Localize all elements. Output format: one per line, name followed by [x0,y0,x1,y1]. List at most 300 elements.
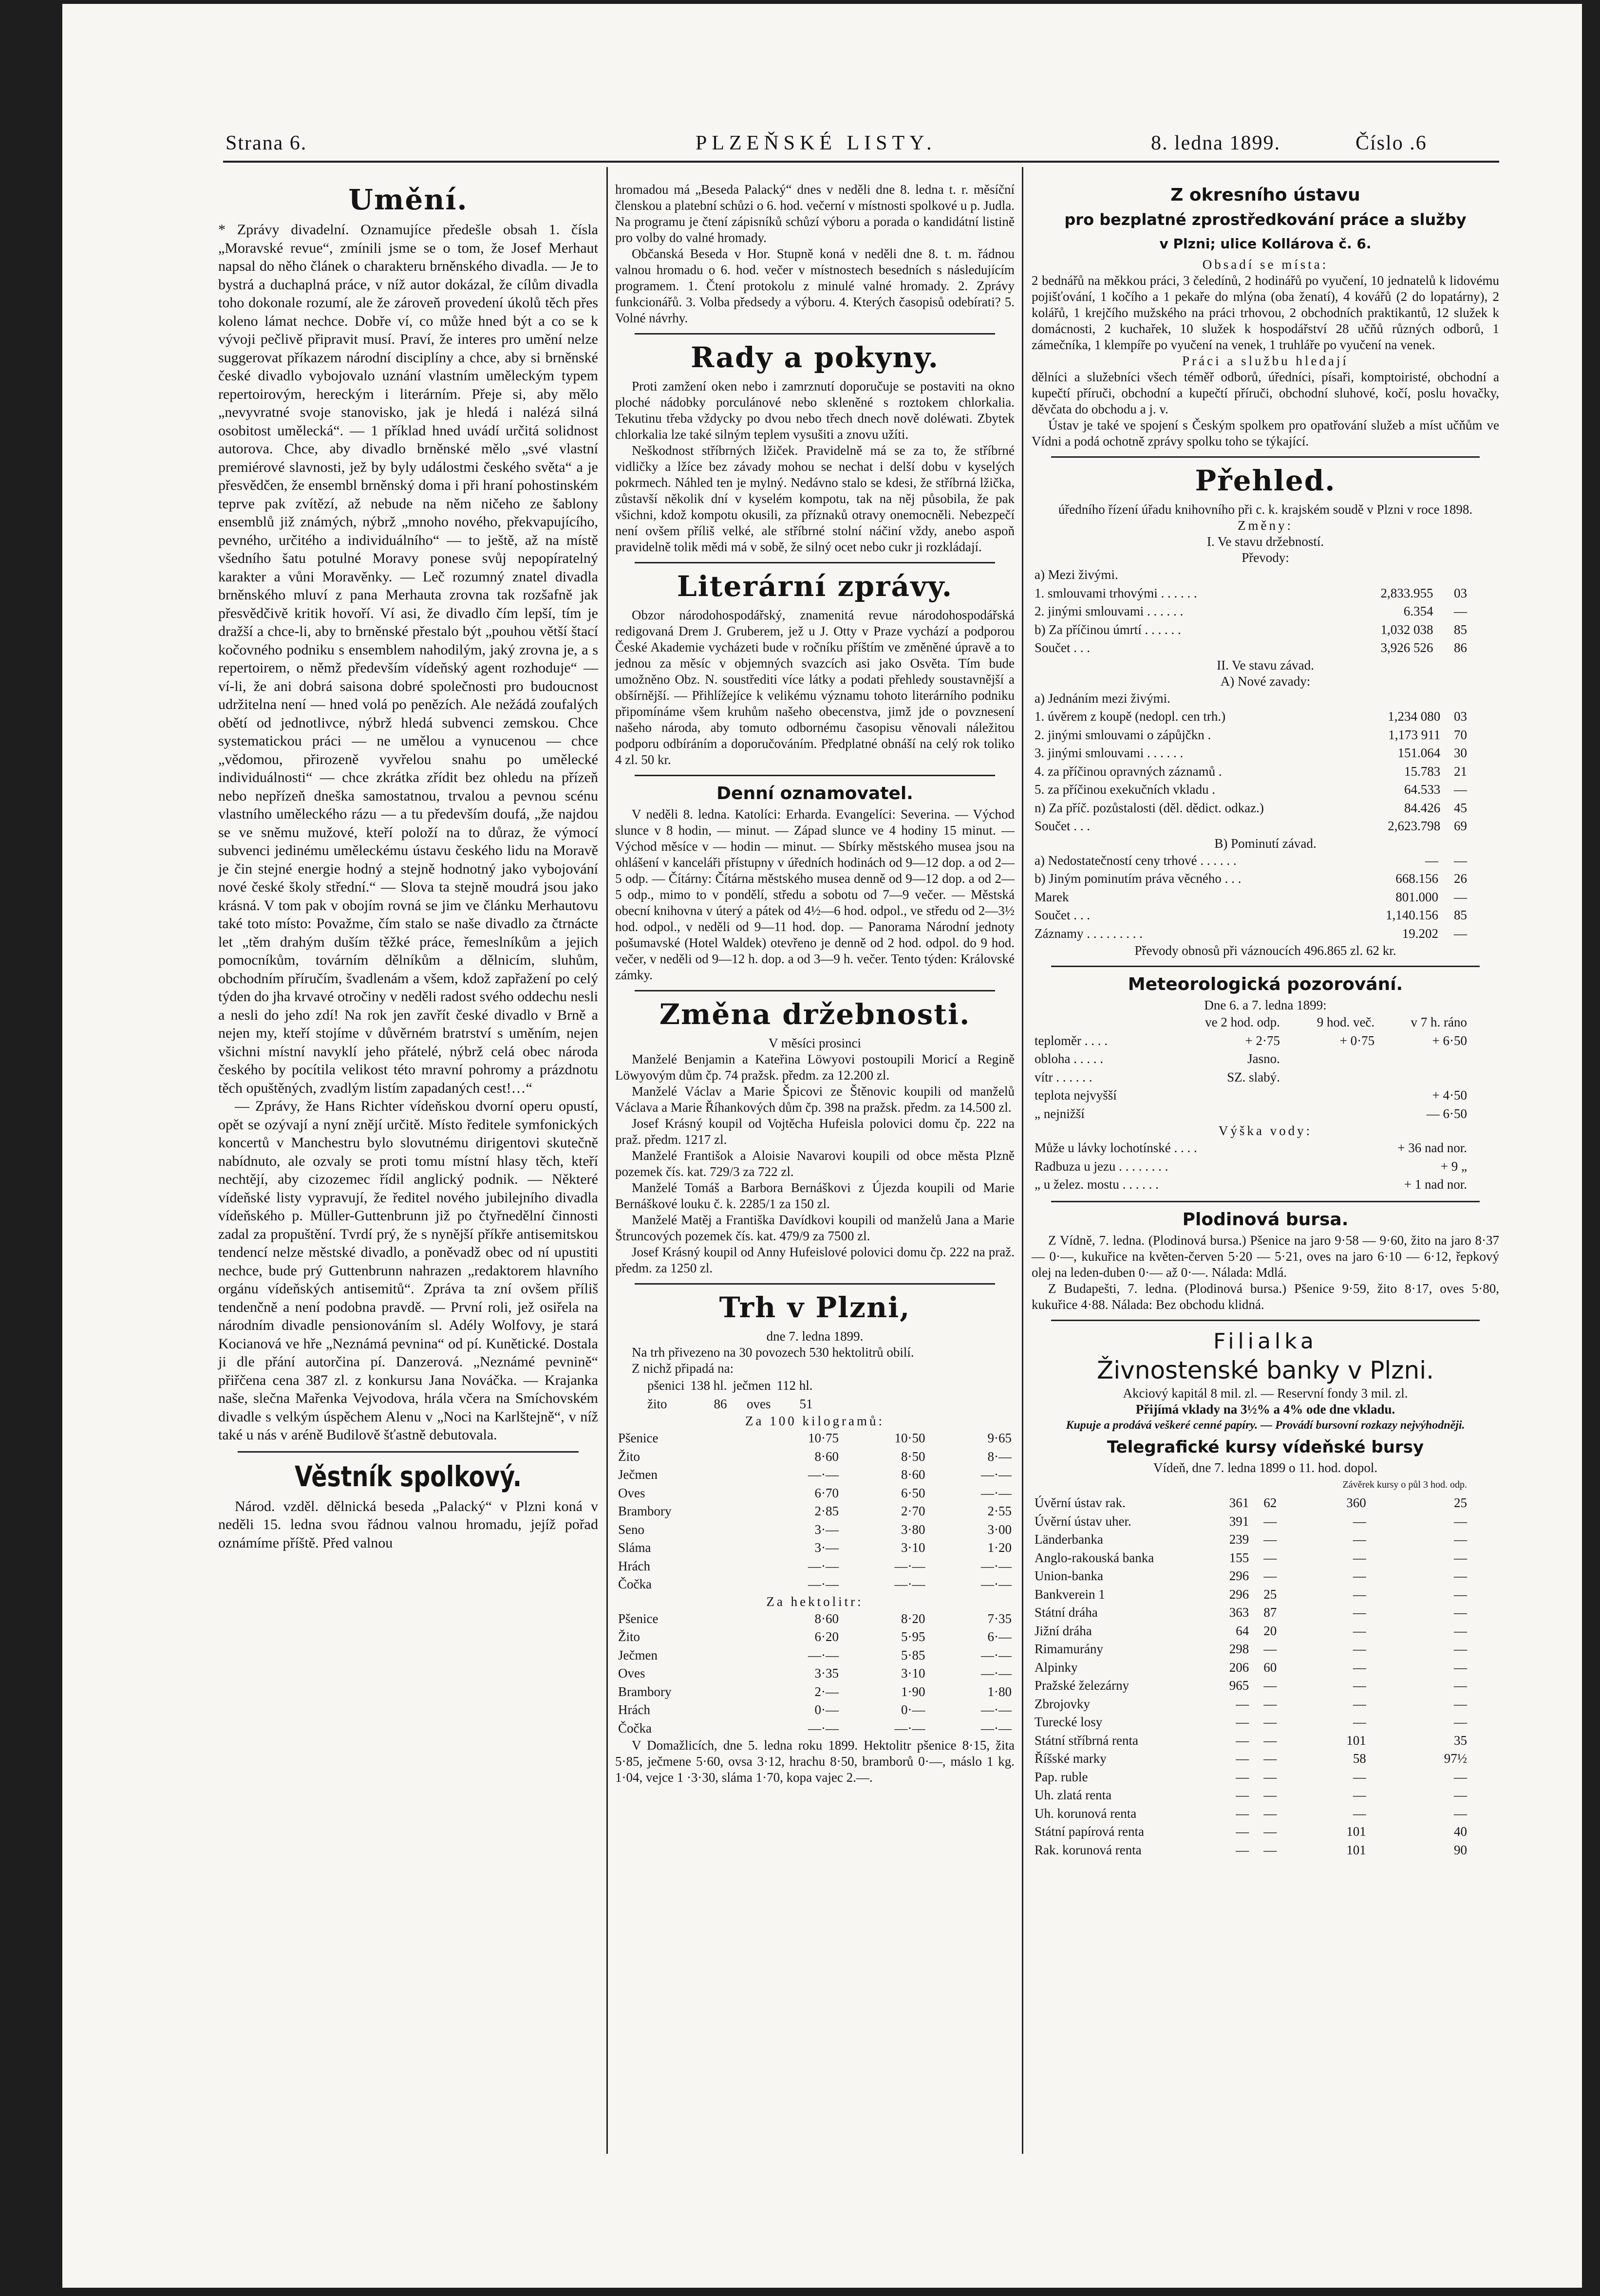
table-cell: 1·90 [901,1684,925,1699]
table-row [644,1377,815,1395]
table-cell: Uh. zlatá renta [1035,1788,1112,1802]
table-row [615,1539,1015,1557]
table-cell: Seno [618,1522,644,1537]
table-cell: 363 [1229,1605,1249,1620]
kursy-table [1032,1476,1470,1860]
table-cell: — 6·50 [1426,1106,1467,1121]
table-cell: — [1263,1513,1277,1529]
article-paragraph: Z Budapešti, 7. ledna. (Plodinová bursa.) Pšenice 9·59, žito 8·17, oves 5·80, kukuřice 4·88. Nálada: Bez obchodu klidná. [1032,1281,1499,1312]
table-cell: 801.000 [1395,889,1439,904]
section-subheading: I. Ve stavu držebností. [1206,534,1324,549]
table-cell: „ u želez. mostu . . . . . . [1035,1177,1159,1192]
list-item: Manželé Václav a Marie Špicovi ze Štěnovic koupili od manželů Václava a Marie Říhankových dům čp. 398 na pražsk. předm. za 14.500 zl. [615,1084,1015,1115]
table-cell: Uh. korunová renta [1035,1806,1137,1821]
table-cell: 8·60 [814,1449,839,1464]
table-cell [1332,566,1436,584]
table-cell [1361,690,1443,708]
table-cell: + 4·50 [1432,1088,1467,1102]
list-item: Josef Krásný koupil od Vojtěcha Hufeisla polovici domu čp. 222 na praž. předm. 1217 zl. [615,1116,1015,1147]
table-cell: —·— [894,1558,925,1573]
table-cell: — [1263,1769,1277,1784]
table-cell: — [1236,1788,1249,1802]
table-cell: Čočka [618,1720,652,1736]
table-cell: 2·70 [901,1504,925,1518]
table-caption: Za 100 kilogramů: [745,1414,885,1428]
table-cell: — [1263,1678,1277,1693]
kursy-col-header: Závěrek kursy o půl 3 hod. odp. [1342,1479,1467,1490]
table-cell: — [1454,1715,1467,1729]
table-cell: Marek [1035,889,1069,904]
article-paragraph: V neděli 8. ledna. Katolíci: Erharda. Evangelíci: Severina. — Východ slunce v 8 hodin, — minut. — Západ slunce ve 4 hodiny 15 minut. — Východ měsíce v — hodin — minut. — Sbírky městského musea jsou na ohlášení v kanceláři přístupny v úředních hodinách od 9—12 dop. a od 2—5 odp. — Čítárny: Čítárna městského musea denně od 9—12 dop. a od 2—5 odp., mimo to v pondělí, středu a sobotu od 7—9 večer. — Městská obecní knihovna v úterý a pátek od 4½—6 hod. odpol., ve středu od 2—3½ hod. odpol., v neděli od 9—11 hod. dop. — Panorama Národní jednoty pošumavské (Hotel Waldek) otevřeno je denně od 2 hod. odpol. do 9 hod. večer, v neděli od 9—12 h. dop. a od 3—9 h. večer. Tento týden: Královské zámky. [615,807,1015,982]
table-cell [1436,566,1470,584]
trh-kg-table [615,1429,1015,1594]
table-cell: + 2·75 [1245,1033,1280,1048]
table-cell [1283,1105,1377,1123]
table-cell: 239 [1229,1532,1249,1547]
table-cell: Oves [618,1666,645,1680]
table-cell: Rak. korunová renta [1035,1842,1142,1857]
table-cell: —·— [808,1467,839,1482]
separator [635,333,995,335]
table-row [1032,1768,1470,1787]
table-cell: 6·70 [814,1485,839,1500]
table-row [1032,1622,1470,1641]
table-cell: — [1454,1769,1467,1784]
table-cell: 8·60 [901,1467,925,1482]
table-cell: Záznamy . . . . . . . . . [1035,926,1143,941]
table-row [1032,1176,1470,1194]
table-row [615,1683,1015,1701]
table-cell: 3·— [814,1522,839,1537]
table-cell: 2·85 [814,1504,839,1518]
table-cell: — [1263,1751,1277,1766]
meteo-table [1032,1013,1470,1123]
table-row [1032,1841,1470,1860]
separator [635,1283,995,1285]
table-cell: — [1236,1806,1249,1821]
table-cell: + 1 nad nor. [1404,1177,1467,1192]
article-paragraph: 2 bednářů na měkkou práci, 3 čeledínů, 2 hodinářů po vyučení, 10 jednatelů k lidovému pojišťování, 1 kočího a 1 pekaře do mlýna (oba ženatí), 4 kovářů (2 do lopatárny), 2 kolářů, 1 krejčího mužského na práci trhovou, 2 obchodních praktikantů, 12 služek k domácnosti, 2 kuchařek, 10 služek k hospodářství 28 učňů různých odborů, 1 zámečníka, 1 klempíře po vyučení na venek, 1 truhláře po vyučení na venek. [1032,273,1499,352]
table-row [1032,1677,1470,1695]
section-subheading: dne 7. ledna 1899. [766,1329,864,1344]
section-subheading: Práci a službu hledají [1182,354,1349,368]
table-cell: — [1353,1605,1366,1620]
table-row [1032,602,1470,621]
table-cell: — [1353,1623,1366,1638]
table-cell: 3·80 [901,1522,925,1537]
table-cell: — [1454,1550,1467,1565]
newspaper-page [62,4,1582,2288]
table-cell: b) Za příčinou úmrtí . . . . . . [1035,622,1181,637]
table-cell: 296 [1229,1587,1249,1602]
article-paragraph: hromadou má „Beseda Palacký“ dnes v neděli dne 8. ledna t. r. měsíční členskou a platební schůzi o 6. hod. večerní v místnosti spolkové u p. Judla. Na programu je čtení zápisníků schůzí výboru a porada o kandidátní listině pro volby do valné hromady. [615,182,1015,245]
table-cell: Pšenice [618,1611,659,1626]
table-row [1032,852,1470,870]
table-cell: 0·— [814,1702,839,1717]
table-cell: — [1454,1788,1467,1802]
table-cell: Jasno. [1247,1051,1280,1066]
water-table [1032,1139,1470,1194]
section-heading-kursy: Telegrafické kursy vídeňské bursy [1107,1437,1424,1457]
table-row [1032,1157,1470,1176]
table-row [1032,888,1470,907]
table-cell: — [1263,1532,1277,1547]
table-cell: — [1353,1550,1366,1565]
table-cell: 3·00 [987,1522,1012,1537]
table-cell: 8·— [987,1449,1012,1464]
trh-counts-table [644,1377,815,1413]
table-cell: — [1454,889,1467,904]
table-cell: 1,234 080 [1388,709,1441,724]
table-cell: — [1454,1678,1467,1693]
table-cell: Žito [618,1449,640,1464]
table-cell: — [1263,1824,1277,1839]
table-cell: 10·50 [894,1431,925,1445]
table-cell: 2·55 [987,1504,1012,1518]
table-cell: Státní stříbrná renta [1035,1733,1138,1748]
table-cell: obloha . . . . . [1035,1051,1103,1066]
table-cell: 3. jinými smlouvami . . . . . . [1035,746,1184,760]
table-cell: 40 [1454,1824,1467,1839]
table-cell: 10·75 [808,1431,839,1445]
issue-number: Číslo .6 [1355,132,1427,154]
page-number: Strana 6. [226,132,307,154]
table-cell: — [1236,1769,1249,1784]
table-cell: — [1353,1769,1366,1784]
table-cell: 26 [1454,871,1467,886]
table-cell [1443,690,1470,708]
table-row [1032,781,1470,799]
table-cell: — [1263,1568,1277,1583]
table-cell: —·— [981,1647,1012,1662]
table-cell: 2,833.955 [1380,585,1433,600]
table-row [1032,1050,1470,1068]
table-row [1032,799,1470,818]
table-cell: 6·— [987,1629,1012,1644]
table-row [615,1719,1015,1738]
table-cell: Hrách [618,1558,650,1573]
table-cell: Součet . . . [1035,908,1090,922]
table-cell: 90 [1454,1842,1467,1857]
table-cell: 8·20 [901,1611,925,1626]
trh-hl-table [615,1610,1015,1738]
table-cell: 360 [1346,1495,1366,1510]
table-row [1032,621,1470,639]
table-cell: — [1454,1513,1467,1529]
table-caption: Za hektolitr: [766,1594,864,1609]
table-cell: — [1236,1696,1249,1711]
table-cell: — [1454,1642,1467,1656]
table-cell: 155 [1229,1550,1249,1565]
table-cell: Anglo-rakouská banka [1035,1550,1154,1565]
table-cell: 97½ [1444,1751,1467,1766]
masthead-title: PLZEŇSKÉ LISTY. [696,132,937,154]
table-cell: —·— [981,1577,1012,1591]
table-cell: —·— [981,1666,1012,1680]
table-cell: 668.156 [1395,871,1439,886]
table-cell: 1·20 [987,1540,1012,1555]
list-item: Manželé Tomáš a Barbora Bernáškovi z Újezda koupili od Marie Bernáškové louku č. k. 2285/1 za 150 zl. [615,1180,1015,1211]
table-cell: 84.426 [1404,800,1441,815]
table-cell: oves [746,1396,771,1411]
table-cell: 101 [1346,1733,1366,1748]
section-heading-literarni: Literární zprávy. [677,570,953,603]
section-heading-ustav: Z okresního ústavu [1170,185,1360,205]
table-row [615,1521,1015,1539]
article-paragraph: Na trh přivezeno na 30 povozech 530 hektolitrů obilí. [632,1345,914,1360]
section-subheading: A) Nové zavady: [1220,673,1311,689]
table-cell: Státní dráha [1035,1605,1098,1620]
table-cell: 15.783 [1404,764,1441,779]
table-cell: a) Mezi živými. [1035,567,1118,582]
table-row [1032,690,1470,708]
table-cell: 2,623.798 [1388,819,1441,833]
table-cell: —·— [808,1558,839,1573]
table-cell [1163,1105,1283,1123]
table-row [1032,1549,1470,1568]
section-subheading: Změny: [1238,518,1293,533]
column-3 [1032,182,1499,1859]
bank-deposits: Přijímá vklady na 3½% a 4% ode dne vkladu. [1135,1401,1395,1417]
table-cell: 25 [1263,1587,1277,1602]
table-cell: 2. jinými smlouvami o zápůjčkn . [1035,727,1211,742]
table-cell: 5·85 [901,1647,925,1662]
table-row [615,1429,1015,1448]
table-cell: n) Za příč. pozůstalosti (děl. dědict. odkaz.) [1035,800,1264,815]
table-cell: —·— [894,1720,925,1736]
table-row [615,1484,1015,1503]
table-cell: — [1263,1842,1277,1857]
table-row [615,1701,1015,1719]
table-cell: 3·10 [901,1666,925,1680]
prehled-table-3 [1032,852,1470,943]
meteo-col-header: 9 hod. več. [1317,1015,1375,1029]
table-cell: —·— [808,1720,839,1736]
table-cell: ječmen [733,1378,771,1393]
table-cell: 6.354 [1403,604,1433,618]
table-cell: Ječmen [618,1467,658,1482]
table-cell: — [1353,1568,1366,1583]
table-cell: 1. smlouvami trhovými . . . . . . [1035,585,1197,600]
separator [635,562,995,563]
table-cell: SZ. slabý. [1227,1069,1280,1084]
section-subheading: Obsadí se místa: [1202,257,1329,272]
table-row [1032,1786,1470,1805]
section-subheading: II. Ve stavu závad. [1217,657,1314,672]
table-cell: 965 [1229,1678,1249,1693]
table-cell: Union-banka [1035,1568,1103,1583]
table-cell: 1,140.156 [1386,908,1439,922]
table-cell: — [1353,1696,1366,1711]
table-row [1032,1805,1470,1823]
table-row [615,1664,1015,1683]
section-subheading: pro bezplatné zprostředkování práce a služby [1064,210,1467,229]
table-cell: žito [647,1396,667,1411]
table-cell: 391 [1229,1513,1249,1529]
table-row [1032,1531,1470,1549]
table-cell: Alpinky [1035,1660,1078,1675]
separator [1051,456,1480,458]
table-row [1032,1086,1470,1105]
table-cell: teploměr . . . . [1035,1033,1108,1048]
section-subheading: Vídeň, dne 7. ledna 1899 o 11. hod. dopol. [1153,1460,1378,1475]
table-row [1032,1713,1470,1732]
table-cell: — [1454,782,1467,797]
table-row [1032,1640,1470,1659]
table-cell: Länderbanka [1035,1532,1103,1547]
table-cell: 19.202 [1402,926,1439,941]
table-cell: — [1454,1605,1467,1620]
table-cell: — [1263,1733,1277,1748]
article-paragraph: Neškodnost stříbrných lžiček. Pravidelně má se za to, že stříbrné vidličky a lžíce bez závady mohou se nechat i delší dobu v kyselých pokrmech. Náhled ten je mylný. Nedávno stalo se kdesi, že stříbrná lžička, zůstavší několik dní v kyselém kompotu, tak na něj působila, že pak všichni, kdož kompotu okusili, za příznaků otravy onemocněli. Nebezpečí není ovšem příliš velké, ale stříbrné stolní náčiní vždy, anebo aspoň pravidelně tolik mědi má v sobě, že silný ocet nebo cukr ji rozkládají. [615,443,1015,554]
table-cell: Radbuza u jezu . . . . . . . . [1035,1158,1168,1174]
table-cell: 86 [1454,640,1467,655]
table-cell: 101 [1346,1824,1366,1839]
article-paragraph: Z nichž připadá na: [632,1361,734,1376]
section-subheading: B) Pominutí závad. [1214,836,1317,851]
table-cell: —·— [808,1647,839,1662]
table-cell: 3·10 [901,1540,925,1555]
table-cell: 25 [1454,1495,1467,1510]
table-cell: —·— [981,1702,1012,1717]
table-cell: 8·50 [901,1449,925,1464]
table-cell: Brambory [618,1684,672,1699]
article-paragraph: dělníci a služebníci všech téměř odborů, úředníci, písaři, komptoiristé, obchodní a kupečtí příruči, obchodní a kupečtí příruči, obchodní sluhové, kočí, poslu hovačky, děvčata do obchodu a j. v. [1032,370,1499,416]
table-cell: Součet . . . [1035,640,1090,655]
table-row [1032,744,1470,763]
table-cell: Žito [618,1629,640,1644]
table-row [644,1395,815,1414]
section-heading-zmena: Změna držebnosti. [659,998,971,1031]
table-cell: 3,926 526 [1380,640,1433,655]
table-cell: 1. úvěrem z koupě (nedopl. cen trh.) [1035,709,1226,724]
table-cell: 60 [1263,1660,1277,1675]
list-item: Manželé Benjamin a Kateřina Löwyovi postoupili Moricí a Regině Löwyovým dům čp. 74 pražsk. předm. za 12.200 zl. [615,1052,1015,1083]
table-row [1032,870,1470,888]
section-heading-denni: Denní oznamovatel. [716,784,913,803]
table-cell: — [1454,926,1467,941]
table-row [1032,1512,1470,1531]
table-cell: Hrách [618,1702,650,1717]
table-cell [1283,1068,1377,1087]
table-row [1032,1604,1470,1622]
table-cell: 62 [1263,1495,1277,1510]
table-cell: 35 [1454,1733,1467,1748]
bank-filialka: Filialka [1213,1328,1318,1354]
table-cell: 2. jinými smlouvami . . . . . . [1035,604,1184,618]
table-cell: — [1454,1696,1467,1711]
table-cell: —·— [894,1577,925,1591]
table-cell: — [1263,1550,1277,1565]
list-item: Manželé Františok a Aloisie Navarovi koupili od obce města Plzně pozemek čís. kat. 729/3 za 722 zl. [615,1148,1015,1179]
separator [238,1451,579,1453]
table-cell: 6·50 [901,1485,925,1500]
table-cell: — [1454,853,1467,868]
bank-trading: Kupuje a prodává veškeré cenné papíry. — Provádí bursovní rozkazy nejvýhodněji. [1066,1419,1465,1432]
table-row [1032,566,1470,584]
table-cell: — [1353,1715,1366,1729]
table-cell: + 9 „ [1440,1158,1467,1174]
table-row [1032,726,1470,745]
section-subheading: Převody: [1242,550,1289,565]
article-paragraph: Národ. vzděl. dělnická beseda „Palacký“ v Plzni koná v neděli 15. ledna svou řádnou valnou hromadu, jejíž pořad oznámíme příště. Před valnou [218,1498,598,1551]
table-cell: 7·35 [987,1611,1012,1626]
table-cell: Úvěrní ústav rak. [1035,1495,1126,1510]
table-row [1032,1494,1470,1512]
table-cell: Pap. ruble [1035,1769,1088,1784]
table-cell: — [1263,1715,1277,1729]
table-cell: pšenici [647,1378,685,1393]
table-cell: Brambory [618,1504,672,1518]
table-cell: 138 hl. [690,1378,727,1393]
table-row [1032,1586,1470,1604]
article-paragraph: — Zprávy, že Hans Richter vídeňskou dvorní operu opustí, opět se ozývají a nyní znějí určitě. Místo ředitele symfonických koncertů v Manchestru bylo slovutnému dirigentovi skutečně nabídnuto, ale ozvaly se proti tomu místní hlasy těch, kteří nechtějí, aby cizozemec řídil anglický podnik. — Některé vídeňské listy vypravují, že ředitel nového jubilejního divadla vídeňského p. Müller-Guttenbrunn již po čtyřnedělní činnosti zadal za propuštění. Tvrdí prý, že s nynější příkře antisemitskou tendencí nelze městské divadlo, a poněvadž obec od ní upustiti nechce, bude prý Guttenbrunn nahrazen „redaktorem hlavního orgánu vídeňských antisemitů“. Zpráva ta zní ovšem příliš tendenčně a není podobna pravdě. — První roli, jež osiřela na národním divadle pensionováním sl. Adély Wolfovy, je stará Kocianová ve hře „Neznámá pevnina“ od pí. Kunětické. Dostala ji dle přání autorčina pí. Danzerová. „Neznámé pevnině“ přiřčena cena 387 zl. z konkursu Jana Nováčka. — Krajanka naše, slečna Mařenka Vejvodova, hrála včera na Smíchovském divadle s velkým úspěchem Alenu v „Noci na Karlštejně“, v níž také u nás v aréně Budilově šťastně debutovala. [218,1098,598,1443]
table-cell: Ječmen [618,1647,658,1662]
section-heading-umeni: Umění. [348,183,468,216]
table-cell: —·— [981,1720,1012,1736]
section-heading-vestnik: Věstník spolkový. [295,1459,522,1493]
section-heading-trh: Trh v Plzni, [719,1291,911,1324]
table-cell: „ nejnižší [1035,1106,1085,1121]
table-cell: 3·35 [814,1666,839,1680]
table-cell: 361 [1229,1495,1249,1510]
table-cell: 85 [1454,622,1467,637]
table-cell: + 0·75 [1339,1033,1375,1048]
section-subheading: v Plzni; ulice Kollárova č. 6. [1159,236,1372,252]
separator [635,775,995,776]
section-subheading: úředního řízení úřadu knihovního při c. k. krajském soudě v Plzni v roce 1898. [1058,502,1473,517]
table-row [615,1557,1015,1576]
table-cell: 101 [1346,1842,1366,1857]
table-cell [1377,1050,1470,1068]
table-cell: —·— [981,1467,1012,1482]
table-cell: 85 [1454,908,1467,922]
column-2 [615,182,1015,1786]
table-cell: Rimamurány [1035,1642,1103,1656]
table-row [1032,584,1470,603]
table-row [1032,708,1470,726]
table-row [1032,1567,1470,1586]
table-cell: — [1353,1788,1366,1802]
table-cell: — [1353,1532,1366,1547]
table-cell: — [1454,604,1467,618]
table-cell [1283,1086,1377,1105]
table-cell: — [1263,1642,1277,1656]
table-cell: Úvěrní ústav uher. [1035,1513,1131,1529]
table-cell: — [1263,1696,1277,1711]
article-paragraph: Ústav je také ve spojení s Českým spolkem pro opatřování služeb a míst učňům ve Vídni a podá ochotně zprávy spolku toho se týkající. [1032,418,1499,448]
list-item: Josef Krásný koupil od Anny Hufeislové polovici domu čp. 222 na praž. předm. za 1250 zl. [615,1245,1015,1275]
table-row [1032,1105,1470,1123]
article-paragraph: * Zprávy divadelní. Oznamujíce předešle obsah 1. čísla „Moravské revue“, zmínili jsme se o tom, že Josef Merhaut napsal do něho článek o charakteru brněnského divadla. — Je to bystrá a duchaplná práce, v níž autor dokázal, že cílům divadla toho dokonale rozumí, ale že zároveň provedení úkolů těch přes koleno lámat nechce. Dobře ví, co může hned být a co se k vývoji pečlivě připravit musí. Praví, že interes pro umění nelze suggerovat příkazem národní disciplíny a chce, aby si brněnské české divadlo vybojovalo uznání vlastním uměleckým typem repertoirovým, hereckým i literárním. Přeje si, aby mělo „nevyvratné svoje stanovisko, jak je hledá i nalézá silná osobitost umělecká“. — 1 příklad hned uvádí určitá solidnost autorova. Chce, aby divadlo brněnské mělo „své vlastní premiérové slavnosti, jež by byly událostmi českého světa“ a je přesvědčen, že ensembl brněnský doma i při hraní pohostinském teprve pak zvítězí, až nebude na něm ničeho ze šablony ensemblů již známých, nýbrž „mnoho nového, překvapujícího, pevného, určitého a individuálního“ — to ještě, až na místě všedního šatu potulné Moravy ponese svůj nepopíratelný karakter a vůni Moravěnky. — Leč rozumný znatel divadla brněnského mluví z pana Merhauta zrovna tak rozšafně jak přesvědčivě kritik hovoří. Ví asi, že divadlo čím lepší, tím je dražší a chce-li, aby to brněnské přestalo být „pouhou větší štací kočovného podniku s ensemblem nahodilým, jaký zrovna je, a s repertoirem, o němž především vídeňský agent rozhoduje“ — ví-li, že ani dobrá saisona dobré společnosti pro budoucnost udržitelna není — hned volá po penězích. Ale nežádá zoufalých obětí od jednotlivce, nýbrž hledá subvenci zemskou. Chce systematickou práci — ne umělou a vynucenou — chce „vědomou, přirozeně vyvřelou snahu po umělecké individuálnosti“ — chce zkrátka zřídit bez ohledu na přízeň nebo nepřízeň dneška samostatnou, trvalou a pevnou scénu vlastního uměleckého rázu — a tu především doufá, „že najdou se ve sněmu mužové, kteří položí na to důraz, že výmocí subvenci jedinému uměleckému ústavu českého lidu na Moravě je čin stejné energie hodný a stejně hodnotný jako vybojování nové české školy střední.“ — Slova ta stejně moudrá jsou jako krásná. V tom pak v obojím rovná se jim ve článku Merhautovu také toto místo: Považme, čím stalo se naše divadlo za čtrnácte let „těm drahým duším těžké práce, řemeslníkům a jejich pomocníkům, továrním dělníkům a dělnicím, sluhům, obchodním příručím, švadlenám a všem, kdož zapřažení po celý týden do jha krvavé otročiny v neděli radost svého oddechu nesli a nesli do jeho zdí! Na rok jen zavřít české divadlo v Brně a nejen my, kteří stojíme v důvěrném bratrství s uměním, nejen všichni místní navyklí jeho přátelé, nýbrž celá obec národa českého by pocítila velikost této mravní pohromy a prázdnotu těch opuštěných, zvadlým listím zapadaných cest!…“ [218,222,598,1096]
meteo-col-header: v 7 h. ráno [1411,1015,1467,1029]
table-cell: — [1353,1642,1366,1656]
table-cell: 112 hl. [776,1378,813,1393]
separator [1051,1201,1480,1202]
separator [635,990,995,991]
table-cell [1163,1086,1283,1105]
prehled-table-1 [1032,566,1470,657]
separator [1051,1320,1480,1321]
table-cell: Jižní dráha [1035,1623,1092,1638]
table-cell: + 6·50 [1432,1033,1467,1048]
table-cell: 151.064 [1397,746,1441,760]
table-row [1032,1032,1470,1050]
table-cell: — [1353,1587,1366,1602]
table-cell: — [1353,1806,1366,1821]
table-row [615,1466,1015,1484]
table-cell: 64.533 [1404,782,1441,797]
